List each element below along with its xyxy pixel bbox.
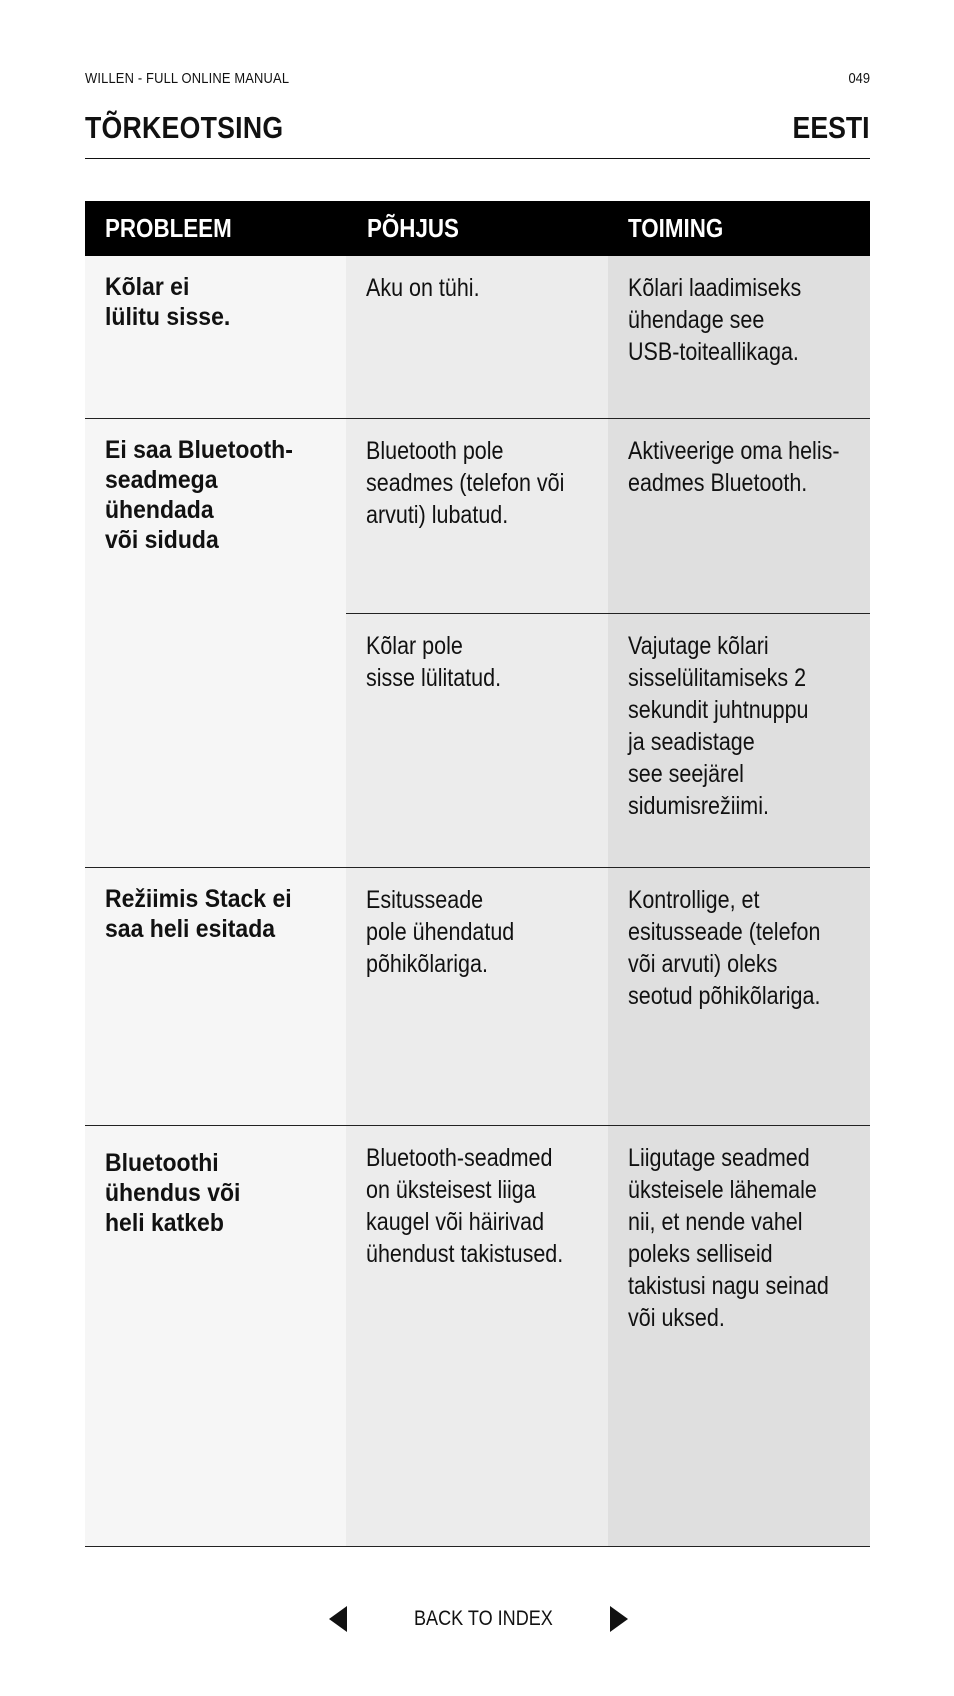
cause-action-pair bbox=[346, 868, 870, 1125]
header-action-label: TOIMING bbox=[628, 213, 724, 243]
action-text: Aktiveerige oma helis- eadmes Bluetooth. bbox=[628, 437, 840, 497]
cause-text: Bluetooth-seadmed on üksteisest liiga kaugel või häirivad ühendust takistused. bbox=[366, 1144, 564, 1268]
cause-text: Kõlar pole sisse lülitatud. bbox=[366, 632, 502, 692]
cause-text: Bluetooth pole seadmes (telefon või arvuti) lubatud. bbox=[366, 437, 565, 529]
action-text: Kontrollige, et esitusseade (telefon või arvuti) oleks seotud põhikõlariga. bbox=[628, 886, 821, 1010]
problem-text: Bluetoothi ühendus või heli katkeb bbox=[105, 1149, 241, 1237]
cause-action-pair bbox=[346, 613, 870, 867]
cause-cell bbox=[346, 614, 608, 867]
footer-navigation bbox=[0, 1600, 954, 1640]
header-problem bbox=[85, 201, 347, 256]
cause-cell bbox=[346, 868, 608, 1125]
cause-text: Aku on tühi. bbox=[366, 274, 480, 302]
cause-action-pair bbox=[346, 419, 870, 613]
cause-cell bbox=[346, 1126, 608, 1546]
action-cell bbox=[608, 868, 870, 1125]
action-cell bbox=[608, 1126, 870, 1546]
action-text: Liigutage seadmed üksteisele lähemale nii, et nende vahel poleks selliseid takistusi nagu seinad või uksed. bbox=[628, 1144, 829, 1332]
back-to-index-link[interactable]: BACK TO INDEX bbox=[414, 1607, 553, 1630]
problem-text: Režiimis Stack ei saa heli esitada bbox=[105, 885, 292, 943]
action-cell bbox=[608, 614, 870, 867]
troubleshooting-table bbox=[85, 201, 870, 1547]
table-row bbox=[85, 868, 870, 1126]
manual-title: WILLEN - FULL ONLINE MANUAL bbox=[85, 70, 290, 87]
triangle-right-icon[interactable] bbox=[610, 1606, 628, 1632]
cause-action-pair bbox=[346, 256, 870, 418]
language-label: EESTI bbox=[792, 110, 870, 145]
action-text: Kõlari laadimiseks ühendage see USB-toiteallikaga. bbox=[628, 274, 802, 366]
triangle-left-icon[interactable] bbox=[329, 1606, 347, 1632]
header-action bbox=[608, 201, 870, 256]
page-number: 049 bbox=[848, 70, 870, 87]
cause-action-group bbox=[346, 419, 870, 867]
cause-action-group bbox=[346, 868, 870, 1125]
cause-cell bbox=[346, 419, 608, 613]
header-problem-label: PROBLEEM bbox=[105, 213, 232, 243]
problem-text: Ei saa Bluetooth- seadmega ühendada või siduda bbox=[105, 436, 293, 554]
action-cell bbox=[608, 419, 870, 613]
cause-text: Esitusseade pole ühendatud põhikõlariga. bbox=[366, 886, 515, 978]
table-row bbox=[85, 419, 870, 868]
table-row bbox=[85, 1126, 870, 1547]
cause-action-group bbox=[346, 256, 870, 418]
cause-action-group bbox=[346, 1126, 870, 1546]
problem-cell bbox=[85, 868, 346, 1125]
problem-cell bbox=[85, 419, 346, 867]
action-cell bbox=[608, 256, 870, 418]
problem-cell bbox=[85, 256, 346, 418]
cause-action-pair bbox=[346, 1126, 870, 1546]
cause-cell bbox=[346, 256, 608, 418]
problem-cell bbox=[85, 1126, 346, 1546]
table-body bbox=[85, 256, 870, 1547]
table-row bbox=[85, 256, 870, 419]
table-header bbox=[85, 201, 870, 256]
action-text: Vajutage kõlari sisselülitamiseks 2 sekundit juhtnuppu ja seadistage see seejärel sidumisrežiimi. bbox=[628, 632, 809, 820]
problem-text: Kõlar ei lülitu sisse. bbox=[105, 273, 231, 331]
header-rule bbox=[85, 158, 870, 159]
header-cause-label: PÕHJUS bbox=[366, 213, 459, 243]
header-cause bbox=[347, 201, 609, 256]
section-title: TÕRKEOTSING bbox=[85, 110, 284, 145]
